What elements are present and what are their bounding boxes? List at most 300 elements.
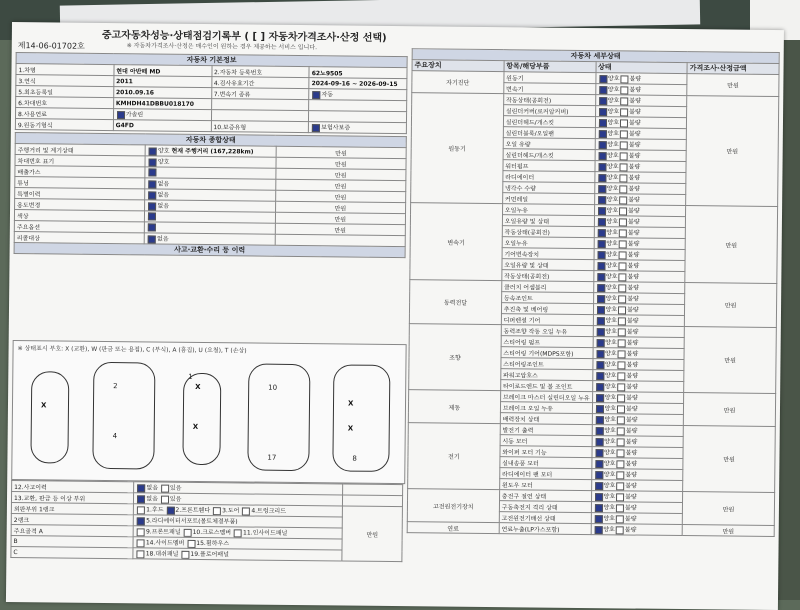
item-label: 등속조인트 bbox=[501, 292, 593, 304]
main-frame-label: 주요골격 bbox=[13, 527, 37, 535]
checkbox bbox=[598, 119, 606, 127]
part-label: 10.크로스멤버 bbox=[192, 529, 232, 537]
price-cell: 만원 bbox=[276, 157, 406, 169]
part-label: 4.트렁크리드 bbox=[251, 507, 287, 516]
status-good: 양호 bbox=[606, 229, 618, 237]
part-label: 14.사이드멤버 bbox=[145, 539, 185, 548]
car-outline-side-left bbox=[30, 371, 69, 463]
checkbox bbox=[597, 284, 605, 292]
table-row: C 18.대쉬패널 19.플로어패널 bbox=[11, 547, 402, 562]
status-bad: 불량 bbox=[628, 163, 641, 171]
checkbox bbox=[619, 218, 627, 226]
model-year: 2011 bbox=[114, 76, 212, 88]
basic-info-table bbox=[15, 52, 408, 134]
status-cell bbox=[593, 282, 685, 294]
status-good: 양호 bbox=[605, 284, 618, 292]
checkbox bbox=[148, 212, 156, 220]
checkbox bbox=[617, 361, 625, 369]
checkbox bbox=[149, 168, 157, 176]
status-bad: 불량 bbox=[626, 328, 639, 336]
status-good: 양호 bbox=[606, 251, 618, 259]
checkbox bbox=[598, 130, 606, 138]
row-label: 색상 bbox=[14, 210, 144, 222]
checkbox bbox=[595, 416, 603, 424]
field-label: 1.차명 bbox=[16, 64, 114, 76]
checkbox bbox=[137, 495, 145, 503]
checkbox bbox=[596, 361, 604, 369]
status-bad: 불량 bbox=[627, 295, 639, 303]
part-label: 2.프론트휀다 bbox=[175, 506, 211, 515]
left-column bbox=[14, 52, 408, 258]
status-none: 없음 bbox=[157, 180, 170, 188]
price-cell: 만원 bbox=[276, 168, 406, 180]
checkbox bbox=[137, 528, 145, 536]
field-label: 10.보증유형 bbox=[211, 121, 309, 133]
item-label: 동력조향 작동 오일 누유 bbox=[501, 325, 593, 337]
status-bad: 불량 bbox=[626, 394, 638, 402]
status-good: 양호 bbox=[603, 471, 616, 479]
status-cell bbox=[595, 106, 687, 118]
plate-number: 62노9505 bbox=[309, 67, 407, 79]
checkbox bbox=[594, 515, 602, 523]
status-bad: 불량 bbox=[628, 174, 641, 182]
rank-label: 2랭크 bbox=[11, 514, 133, 526]
outer-panel-label: 외판부위 bbox=[13, 505, 38, 513]
checkbox bbox=[616, 504, 624, 512]
item-label: 작동상태(공회전) bbox=[502, 270, 594, 282]
status-cell bbox=[595, 117, 687, 129]
checkbox bbox=[620, 163, 628, 171]
status-cell bbox=[595, 139, 687, 151]
car-outline-side-right bbox=[182, 373, 221, 465]
status-cell bbox=[592, 436, 684, 448]
checkbox bbox=[213, 507, 221, 515]
status-cell bbox=[594, 238, 686, 250]
part-label: 1.후드 bbox=[146, 506, 164, 514]
status-good: 양호 bbox=[603, 493, 616, 501]
field-label: 7.변속기 종류 bbox=[211, 88, 309, 100]
item-label: 실린더헤드/개스킷 bbox=[503, 116, 595, 128]
mileage: 현재 주행거리 (167,228km) bbox=[171, 147, 254, 156]
status-good: 양호 bbox=[606, 185, 619, 193]
status-cell bbox=[591, 491, 683, 503]
checkbox bbox=[594, 526, 602, 534]
price-cell: 만원 bbox=[683, 426, 775, 493]
checkbox bbox=[598, 152, 606, 160]
status-cell bbox=[592, 359, 684, 371]
status-bad: 불량 bbox=[627, 240, 640, 248]
row-label: 주요옵션 bbox=[14, 221, 144, 233]
item-label: 실린더커버(로커암커버) bbox=[503, 105, 595, 117]
car-frame-bottom bbox=[332, 364, 390, 472]
status-cell bbox=[592, 425, 684, 437]
checkbox bbox=[620, 119, 628, 127]
status-cell bbox=[591, 502, 683, 514]
part-number: 8 bbox=[352, 454, 357, 463]
checkbox bbox=[619, 229, 627, 237]
item-label: 스티어링 기어(MDPS포함) bbox=[501, 347, 593, 359]
checkbox bbox=[619, 185, 627, 193]
checkbox bbox=[618, 350, 626, 358]
part-number: 17 bbox=[267, 453, 277, 462]
checkbox bbox=[187, 540, 195, 548]
checkbox bbox=[598, 174, 606, 182]
status-bad: 불량 bbox=[628, 141, 641, 149]
status-none: 없음 bbox=[157, 191, 170, 199]
status-cell bbox=[593, 326, 685, 338]
price-cell: 만원 bbox=[687, 74, 779, 97]
item-label: 발전기 출력 bbox=[500, 424, 592, 436]
part-label: 11.인사이드패널 bbox=[243, 529, 288, 538]
first-registration: 2010.09.16 bbox=[113, 87, 211, 99]
field-label: 4.검사유효기간 bbox=[211, 77, 309, 89]
car-damage-diagram bbox=[11, 340, 406, 484]
status-good: 양호 bbox=[604, 416, 616, 424]
status-good: 양호 bbox=[606, 163, 619, 171]
checkbox bbox=[596, 306, 604, 314]
status-bad: 불량 bbox=[625, 449, 638, 457]
checkbox bbox=[598, 207, 606, 215]
status-bad: 불량 bbox=[627, 284, 639, 292]
fuel-type: 가솔린 bbox=[125, 111, 144, 119]
row-label: 배출가스 bbox=[15, 166, 145, 178]
field-label: 8.사용연료 bbox=[15, 108, 113, 120]
item-label: 라디에이터 bbox=[503, 171, 595, 183]
checkbox bbox=[595, 471, 603, 479]
row-label: 튜닝 bbox=[15, 177, 145, 189]
checkbox bbox=[619, 207, 627, 215]
checkbox bbox=[149, 147, 157, 155]
item-label: 구동축전지 격리 상태 bbox=[499, 501, 591, 513]
status-good: 양호 bbox=[603, 482, 616, 490]
checkbox bbox=[616, 493, 624, 501]
item-label: 원동기 bbox=[504, 72, 596, 84]
status-none: 없음 bbox=[157, 235, 169, 243]
item-label: 실린더블록/오일팬 bbox=[503, 127, 595, 139]
checkbox bbox=[617, 449, 625, 457]
status-cell bbox=[591, 513, 683, 525]
checkbox bbox=[184, 529, 192, 537]
checkbox bbox=[595, 405, 603, 413]
status-cell bbox=[591, 480, 683, 492]
checkbox bbox=[596, 383, 604, 391]
status-cell bbox=[592, 392, 684, 404]
status-cell bbox=[592, 414, 684, 426]
status-bad: 불량 bbox=[628, 152, 641, 160]
status-good: 양호 bbox=[604, 427, 616, 435]
status-cell bbox=[591, 469, 683, 481]
device-group-label: 자기진단 bbox=[412, 71, 504, 94]
status-good: 양호 bbox=[603, 504, 616, 512]
checkbox bbox=[599, 108, 607, 116]
item-label: 클러치 어셈블리 bbox=[501, 281, 593, 293]
status-good: 양호 bbox=[605, 339, 617, 347]
status-bad: 불량 bbox=[628, 196, 640, 204]
item-label: 스티어링조인트 bbox=[501, 358, 593, 370]
status-none: 없음 bbox=[146, 495, 158, 503]
checkbox bbox=[312, 91, 320, 99]
status-cell bbox=[593, 304, 685, 316]
status-good: 양호 bbox=[603, 526, 615, 534]
status-bad: 불량 bbox=[628, 130, 641, 138]
checkbox bbox=[596, 339, 604, 347]
checkbox bbox=[598, 196, 606, 204]
checkbox bbox=[595, 460, 603, 468]
damage-mark: X bbox=[192, 422, 199, 431]
checkbox bbox=[137, 484, 145, 492]
damage-mark: X bbox=[40, 401, 47, 410]
status-good: 양호 bbox=[607, 130, 619, 138]
registration-number: 제14-06-01702호 bbox=[17, 41, 85, 51]
checkbox bbox=[242, 507, 250, 515]
price-cell: 만원 bbox=[275, 179, 405, 191]
checkbox bbox=[148, 223, 156, 231]
status-cell bbox=[593, 260, 685, 272]
vin: KMHDH41DBBU018170 bbox=[113, 98, 211, 110]
status-good: 양호 bbox=[603, 460, 616, 468]
car-frame-top bbox=[247, 363, 310, 471]
price-cell: 만원 bbox=[275, 201, 405, 213]
status-cell bbox=[592, 403, 684, 415]
checkbox bbox=[117, 111, 125, 119]
status-cell bbox=[593, 271, 685, 283]
checkbox bbox=[597, 229, 605, 237]
status-bad: 불량 bbox=[626, 361, 639, 369]
checkbox bbox=[616, 471, 624, 479]
device-group-label: 고전원전기장치 bbox=[407, 489, 499, 523]
checkbox bbox=[618, 317, 626, 325]
status-bad: 불량 bbox=[627, 306, 639, 314]
checkbox bbox=[599, 86, 607, 94]
status-cell bbox=[593, 293, 685, 305]
status-cell bbox=[591, 524, 683, 536]
checkbox bbox=[137, 517, 145, 525]
accident-header: 사고·교환·수리 등 이력 bbox=[14, 243, 405, 258]
status-bad: 불량 bbox=[626, 350, 639, 358]
item-label: 배력장치 상태 bbox=[500, 413, 592, 425]
price-cell: 만원 bbox=[684, 327, 776, 394]
status-cell bbox=[595, 128, 687, 140]
detail-header: 자동차 세부상태 bbox=[412, 49, 779, 64]
status-cell bbox=[593, 337, 685, 349]
item-label: 스티어링 펌프 bbox=[501, 336, 593, 348]
checkbox bbox=[617, 372, 625, 380]
checkbox bbox=[599, 97, 607, 105]
warranty-type: 보험사보증 bbox=[321, 124, 351, 132]
price-cell: 만원 bbox=[686, 96, 779, 207]
price-cell: 만원 bbox=[276, 146, 406, 158]
checkbox bbox=[618, 284, 626, 292]
status-cell bbox=[594, 205, 686, 217]
checkbox bbox=[620, 152, 628, 160]
status-good: 양호 bbox=[606, 218, 619, 226]
checkbox bbox=[619, 174, 627, 182]
status-good: 양호 bbox=[605, 328, 617, 336]
checkbox bbox=[597, 295, 605, 303]
status-good: 양호 bbox=[607, 152, 619, 160]
checkbox bbox=[619, 251, 627, 259]
checkbox bbox=[598, 185, 606, 193]
row-label: 리콜대상 bbox=[14, 232, 144, 244]
price-cell: 만원 bbox=[683, 492, 775, 526]
engine-type: G4FD bbox=[113, 120, 211, 132]
status-good: 양호 bbox=[157, 158, 170, 166]
item-label: 오일 유량 bbox=[503, 138, 595, 150]
detail-table bbox=[407, 48, 780, 537]
item-label: 냉각수 수량 bbox=[502, 182, 594, 194]
col-header: 항목/해당부품 bbox=[504, 61, 596, 73]
checkbox bbox=[599, 75, 607, 83]
checkbox bbox=[596, 372, 604, 380]
status-cell bbox=[594, 183, 686, 195]
table-row: 주요골격 A 9.프론트패널 10.크로스멤버 11.인사이드패널 bbox=[11, 525, 402, 540]
status-good: 양호 bbox=[606, 207, 619, 215]
status-cell bbox=[592, 370, 684, 382]
status-cell bbox=[594, 194, 686, 206]
status-bad: 불량 bbox=[624, 526, 637, 534]
status-good: 양호 bbox=[605, 317, 618, 325]
device-group-label: 동력전달 bbox=[409, 280, 501, 325]
status-bad: 불량 bbox=[629, 75, 642, 83]
status-bad: 불량 bbox=[625, 427, 638, 435]
item-label: 와이퍼 모터 기능 bbox=[500, 446, 592, 458]
part-label: 15.휠하우스 bbox=[196, 540, 230, 548]
checkbox bbox=[620, 86, 628, 94]
field-label: 5.최초등록일 bbox=[16, 86, 114, 98]
checkbox bbox=[617, 394, 625, 402]
table-row: B 14.사이드멤버 15.휠하우스 bbox=[11, 536, 402, 551]
checkbox bbox=[617, 405, 625, 413]
checkbox bbox=[616, 460, 624, 468]
item-label: 추진축 및 베어링 bbox=[501, 303, 593, 315]
item-label: 연료누출(LP가스포함) bbox=[499, 523, 591, 535]
symbol-legend: ※ 상태표시 부호: X (교환), W (판금 또는 용접), C (부식), A (흠집), U (요철), T (손상) bbox=[17, 345, 247, 355]
status-good: 양호 bbox=[603, 449, 616, 457]
transmission-type: 자동 bbox=[321, 91, 334, 99]
status-cell bbox=[593, 315, 685, 327]
checkbox bbox=[596, 317, 604, 325]
checkbox bbox=[148, 202, 156, 210]
checkbox bbox=[597, 240, 605, 248]
device-group-label: 제동 bbox=[408, 390, 500, 424]
status-bad: 불량 bbox=[629, 97, 641, 105]
status-bad: 불량 bbox=[628, 185, 641, 193]
checkbox bbox=[149, 180, 157, 188]
status-bad: 불량 bbox=[625, 416, 638, 424]
part-number: 2 bbox=[113, 382, 118, 391]
price-cell: 만원 bbox=[682, 525, 774, 537]
checkbox bbox=[181, 551, 189, 559]
price-cell: 만원 bbox=[685, 283, 777, 328]
part-number: 1 bbox=[188, 372, 193, 381]
status-bad: 불량 bbox=[629, 119, 641, 127]
form-subtitle: ※ 자동차가격조사·산정은 매수인이 원하는 경우 제공하는 서비스 입니다. bbox=[126, 42, 318, 52]
checkbox bbox=[597, 251, 605, 259]
col-header: 상태 bbox=[596, 62, 688, 74]
status-bad: 불량 bbox=[627, 251, 640, 259]
summary-table bbox=[14, 132, 407, 258]
status-good: 양호 bbox=[605, 306, 618, 314]
checkbox bbox=[620, 141, 628, 149]
status-bad: 불량 bbox=[629, 108, 641, 116]
checkbox bbox=[616, 526, 624, 534]
checkbox bbox=[148, 191, 156, 199]
item-label: 고전원전기배선 상태 bbox=[499, 512, 591, 524]
status-good: 양호 bbox=[604, 383, 617, 391]
rank-label: 1랭크 bbox=[38, 505, 55, 513]
device-group-label: 조향 bbox=[409, 324, 501, 391]
checkbox bbox=[620, 97, 628, 105]
status-good: 양호 bbox=[157, 147, 170, 155]
summary-header: 자동차 종합상태 bbox=[15, 133, 406, 148]
damage-mark: X bbox=[347, 424, 354, 433]
status-bad: 불량 bbox=[625, 493, 637, 501]
status-good: 양호 bbox=[604, 438, 616, 446]
row-label: 주행거리 및 계기상태 bbox=[15, 144, 145, 156]
status-good: 양호 bbox=[605, 273, 618, 281]
status-cell bbox=[595, 73, 687, 85]
checkbox bbox=[620, 130, 628, 138]
damage-mark: X bbox=[347, 399, 354, 408]
status-good: 양호 bbox=[604, 361, 617, 369]
device-group-label: 연료 bbox=[407, 522, 499, 534]
field-label: 6.차대번호 bbox=[16, 97, 114, 109]
status-cell bbox=[593, 348, 685, 360]
status-good: 양호 bbox=[605, 262, 618, 270]
status-cell bbox=[594, 216, 686, 228]
checkbox bbox=[617, 438, 625, 446]
status-bad: 불량 bbox=[629, 86, 642, 94]
status-good: 양호 bbox=[606, 196, 619, 204]
status-good: 양호 bbox=[604, 405, 617, 413]
item-label: 시동 모터 bbox=[500, 435, 592, 447]
checkbox bbox=[137, 539, 145, 547]
checkbox bbox=[620, 108, 628, 116]
status-yes: 있음 bbox=[169, 484, 182, 493]
status-bad: 불량 bbox=[624, 515, 637, 523]
checkbox bbox=[595, 493, 603, 501]
checkbox bbox=[619, 240, 627, 248]
price-cell: 만원 bbox=[275, 212, 405, 224]
status-good: 양호 bbox=[607, 75, 620, 83]
checkbox bbox=[595, 438, 603, 446]
item-label: 작동상태(공회전) bbox=[502, 226, 594, 238]
checkbox bbox=[619, 262, 627, 270]
checkbox bbox=[596, 394, 604, 402]
price-cell: 만원 bbox=[685, 206, 778, 284]
checkbox bbox=[618, 328, 626, 336]
status-good: 양호 bbox=[604, 372, 617, 380]
status-bad: 불량 bbox=[626, 405, 638, 413]
status-bad: 불량 bbox=[625, 471, 638, 479]
status-bad: 불량 bbox=[628, 207, 640, 215]
checkbox bbox=[596, 328, 604, 336]
col-header: 주요장치 bbox=[412, 60, 504, 72]
part-label: 5.라디에이터서포트(볼트체결부품) bbox=[146, 517, 238, 526]
checkbox bbox=[617, 383, 625, 391]
checkbox bbox=[166, 506, 174, 514]
checkbox bbox=[620, 75, 628, 83]
status-good: 양호 bbox=[607, 119, 620, 127]
status-bad: 불량 bbox=[626, 372, 639, 380]
status-cell bbox=[591, 458, 683, 470]
item-label: 작동상태(공회전) bbox=[503, 94, 595, 106]
device-group-label: 변속기 bbox=[410, 203, 503, 281]
basic-info-header: 자동차 기본정보 bbox=[16, 53, 407, 68]
checkbox bbox=[312, 124, 320, 132]
checkbox bbox=[616, 515, 624, 523]
field-label: 9.원동기형식 bbox=[15, 119, 113, 131]
